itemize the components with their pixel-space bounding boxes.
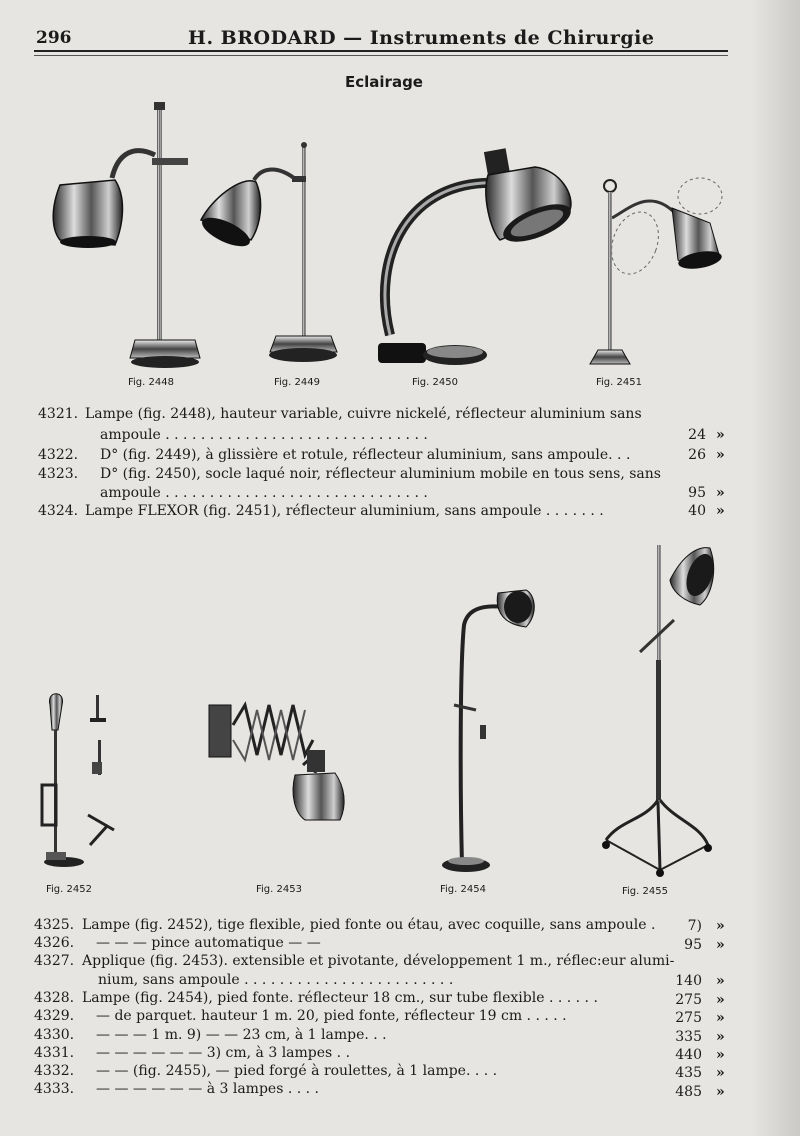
figure-caption: Fig. 2452 [46, 884, 92, 895]
item-price: 275 [675, 992, 702, 1008]
lamp-2455-illustration [600, 540, 725, 880]
item-price: 485 [675, 1084, 702, 1100]
lamp-2449-illustration [196, 140, 341, 375]
figure-caption: Fig. 2455 [622, 886, 668, 897]
price-unit: » [716, 503, 725, 519]
item-description-cont: nium, sans ampoule . . . . . . . . . . . . . . . . . . . . . . . . [98, 972, 454, 988]
item-price: 140 [675, 973, 702, 989]
figure-caption: Fig. 2449 [274, 377, 320, 388]
item-number: 4327. [34, 953, 75, 969]
lamp-2448-illustration [40, 100, 200, 375]
figure-caption: Fig. 2450 [412, 377, 458, 388]
item-number: 4331. [34, 1045, 75, 1061]
section-title: Eclairage [345, 73, 423, 91]
price-unit: » [716, 1010, 725, 1026]
figure-caption: Fig. 2451 [596, 377, 642, 388]
item-price: 275 [675, 1010, 702, 1026]
price-unit: » [716, 427, 725, 443]
lamp-2450-illustration [370, 145, 580, 375]
item-description: Lampe (fig. 2454), pied fonte. réflecteur 18 cm., sur tube flexible . . . . . . [82, 990, 598, 1006]
price-unit: » [716, 973, 725, 989]
lamp-2453-illustration [205, 695, 355, 825]
item-number: 4322. [38, 447, 79, 463]
price-unit: » [716, 1084, 725, 1100]
item-description-cont: ampoule . . . . . . . . . . . . . . . . . . . . . . . . . . . . . . [100, 485, 428, 501]
item-description: — — — — — — à 3 lampes . . . . [96, 1081, 319, 1097]
figure-caption: Fig. 2453 [256, 884, 302, 895]
item-description-cont: ampoule . . . . . . . . . . . . . . . . . . . . . . . . . . . . . . [100, 427, 428, 443]
item-description: Lampe FLEXOR (fig. 2451), réflecteur aluminium, sans ampoule . . . . . . . [85, 503, 604, 519]
page-edge-shadow [750, 0, 800, 1136]
item-price: 440 [675, 1047, 702, 1063]
item-description: — — — — — — 3) cm, à 3 lampes . . [96, 1045, 351, 1061]
item-price: 95 [688, 485, 706, 501]
item-description: — — — 1 m. 9) — — 23 cm, à 1 lampe. . . [96, 1027, 387, 1043]
item-description: D° (fig. 2449), à glissière et rotule, réflecteur aluminium, sans ampoule. . . [100, 447, 631, 463]
price-unit: » [716, 485, 725, 501]
price-unit: » [716, 1047, 725, 1063]
price-unit: » [716, 992, 725, 1008]
figure-caption: Fig. 2448 [128, 377, 174, 388]
item-price: 24 [688, 427, 706, 443]
item-number: 4323. [38, 466, 79, 482]
item-price: 26 [688, 447, 706, 463]
item-number: 4332. [34, 1063, 75, 1079]
item-number: 4333. [34, 1081, 75, 1097]
price-unit: » [716, 937, 725, 953]
item-number: 4324. [38, 503, 79, 519]
page-header-title: H. BRODARD — Instruments de Chirurgie [188, 27, 655, 49]
item-number: 4330. [34, 1027, 75, 1043]
lamp-2454-illustration [436, 585, 546, 875]
item-number: 4326. [34, 935, 75, 951]
price-unit: » [716, 1029, 725, 1045]
item-price: 40 [688, 503, 706, 519]
price-unit: » [716, 918, 725, 934]
item-price: 435 [675, 1065, 702, 1081]
item-price: 7) [687, 918, 702, 934]
price-unit: » [716, 447, 725, 463]
page-number: 296 [36, 28, 72, 48]
item-description: — — (fig. 2455), — pied forgé à roulettes, à 1 lampe. . . . [96, 1063, 498, 1079]
item-price: 95 [684, 937, 702, 953]
item-number: 4329. [34, 1008, 75, 1024]
item-description: Applique (fig. 2453). extensible et pivotante, développement 1 m., réflec:eur alumi- [82, 953, 675, 969]
item-number: 4325. [34, 917, 75, 933]
figure-caption: Fig. 2454 [440, 884, 486, 895]
item-description: D° (fig. 2450), socle laqué noir, réflecteur aluminium mobile en tous sens, sans [100, 466, 661, 482]
item-description: — de parquet. hauteur 1 m. 20, pied fonte, réflecteur 19 cm . . . . . [96, 1008, 567, 1024]
header-rule [34, 50, 728, 56]
item-description: Lampe (fig. 2452), tige flexible, pied fonte ou étau, avec coquille, sans ampoule . [82, 917, 656, 933]
item-number: 4321. [38, 406, 79, 422]
lamp-2452-illustration [36, 690, 126, 875]
item-description: — — — pince automatique — — [96, 935, 321, 951]
price-unit: » [716, 1065, 725, 1081]
item-price: 335 [675, 1029, 702, 1045]
item-number: 4328. [34, 990, 75, 1006]
item-description: Lampe (fig. 2448), hauteur variable, cuivre nickelé, réflecteur aluminium sans [85, 406, 642, 422]
lamp-2451-illustration [590, 168, 740, 373]
